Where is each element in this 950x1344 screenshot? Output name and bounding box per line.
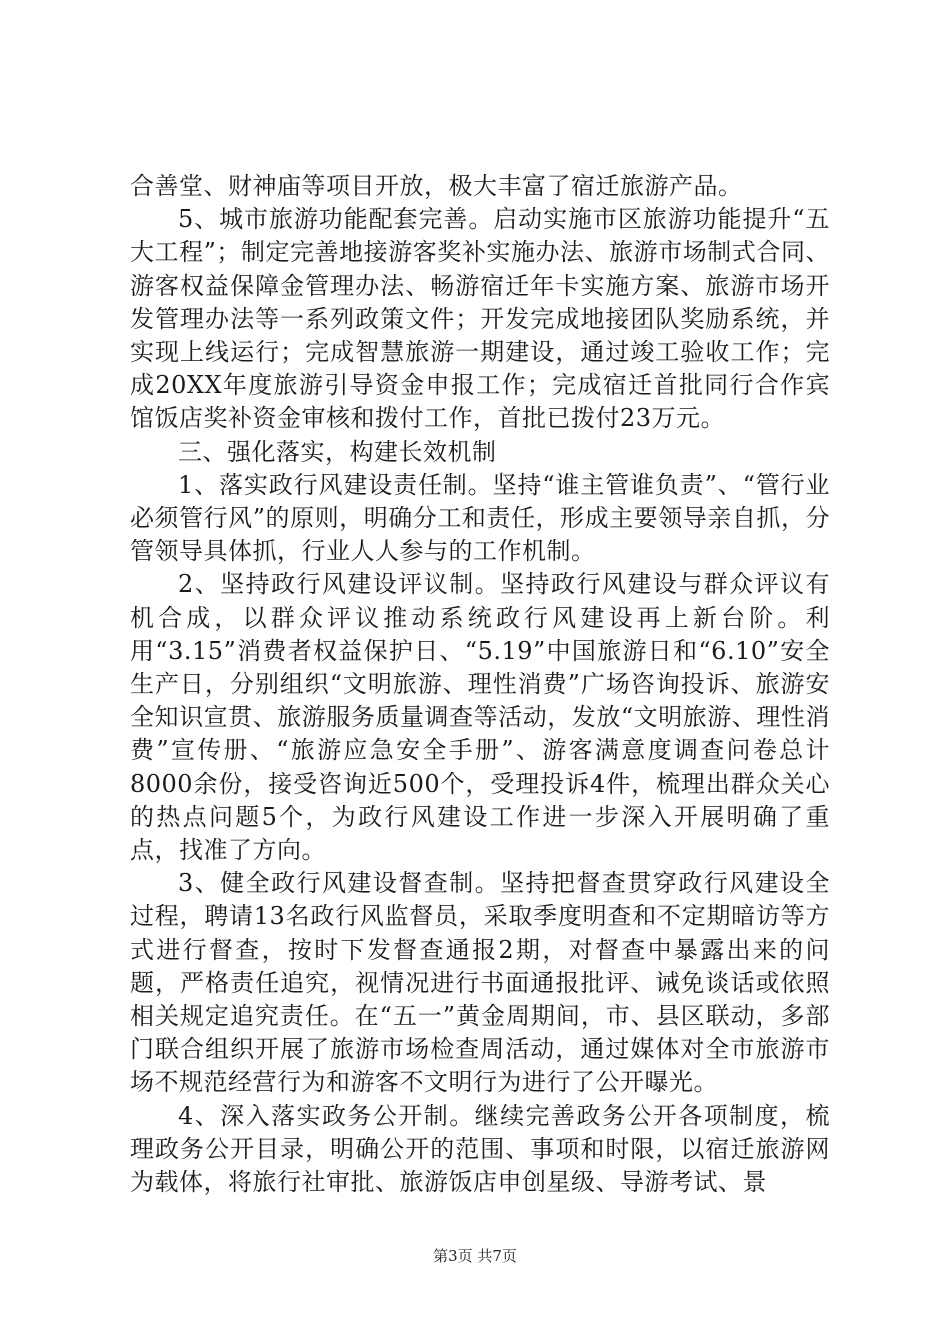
paragraph-3: 1、落实政行风建设责任制。坚持“谁主管谁负责”、“管行业必须管行风”的原则，明确分工和责任，形成主要领导亲自抓，分管领导具体抓，行业人人参与的工作机制。 bbox=[130, 470, 830, 566]
document-body bbox=[130, 170, 830, 1199]
page-footer: 第3页 共7页 bbox=[433, 1247, 517, 1265]
paragraph-6: 4、深入落实政务公开制。继续完善政务公开各项制度，梳理政务公开目录，明确公开的范围、事项和时限，以宿迁旅游网为载体，将旅行社审批、旅游饭店申创星级、导游考试、景 bbox=[130, 1101, 830, 1197]
paragraph-5: 3、健全政行风建设督查制。坚持把督查贯穿政行风建设全过程，聘请13名政行风监督员，采取季度明查和不定期暗访等方式进行督查，按时下发督查通报2期，对督查中暴露出来的问题，严格责任追究，视情况进行书面通报批评、诫免谈话或依照相关规定追究责任。在“五一”黄金周期间，市、县区联动，多部门联合组织开展了旅游市场检查周活动，通过媒体对全市旅游市场不规范经营行为和游客不文明行为进行了公开曝光。 bbox=[130, 869, 830, 1097]
paragraph-4: 2、坚持政行风建设评议制。坚持政行风建设与群众评议有机合成，以群众评议推动系统政行风建设再上新台阶。利用“3.15”消费者权益保护日、“5.19”中国旅游日和“6.10”安全生产日，分别组织“文明旅游、理性消费”广场咨询投诉、旅游安全知识宣贯、旅游服务质量调查等活动，发放“文明旅游、理性消费”宣传册、“旅游应急安全手册”、游客满意度调查问卷总计8000余份，接受咨询近500个，受理投诉4件，梳理出群众关心的热点问题5个，为政行风建设工作进一步深入开展明确了重点，找准了方向。 bbox=[130, 570, 830, 865]
paragraph-1: 合善堂、财神庙等项目开放，极大丰富了宿迁旅游产品。 bbox=[130, 172, 743, 200]
section-heading: 三、强化落实，构建长效机制 bbox=[178, 437, 497, 466]
paragraph-2: 5、城市旅游功能配套完善。启动实施市区旅游功能提升“五大工程”；制定完善地接游客奖补实施办法、旅游市场制式合同、游客权益保障金管理办法、畅游宿迁年卡实施方案、旅游市场开发管理办法等一系列政策文件；开发完成地接团队奖励系统，并实现上线运行；完成智慧旅游一期建设，通过竣工验收工作；完成20XX年度旅游引导资金申报工作；完成宿迁首批同行合作宾馆饭店奖补资金审核和拨付工作，首批已拨付23万元。 bbox=[130, 205, 830, 433]
